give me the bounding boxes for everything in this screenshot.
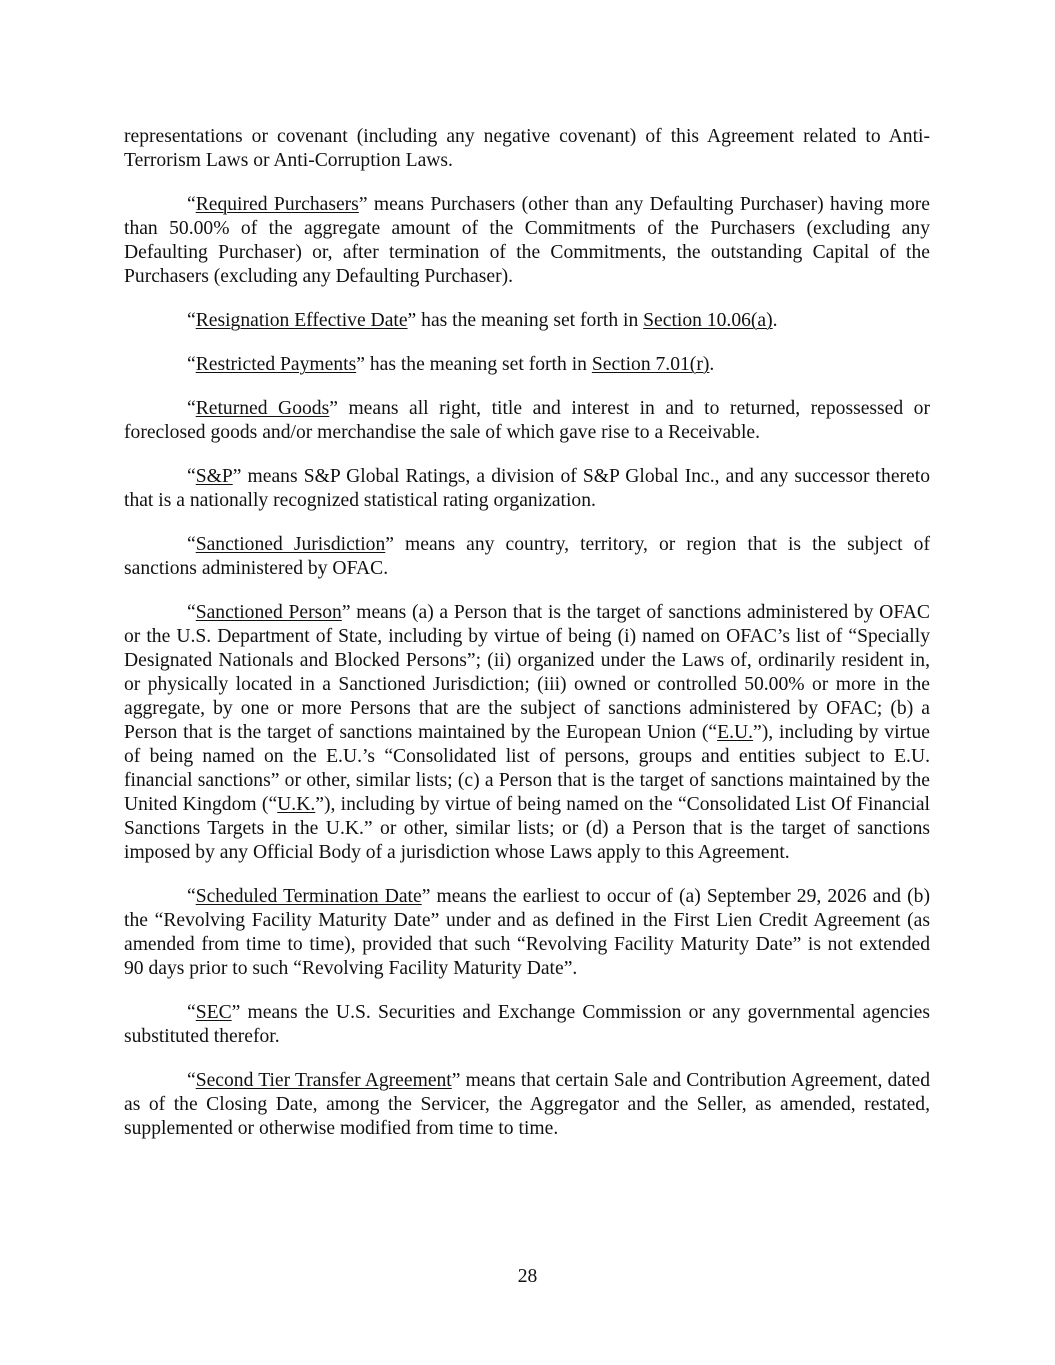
- defined-term-scheduled-termination-date: Scheduled Termination Date: [195, 886, 422, 907]
- defined-term-sanctioned-person: Sanctioned Person: [195, 602, 342, 623]
- defined-term-sanctioned-person: U.K.: [277, 794, 316, 815]
- definition-scheduled-termination-date: [124, 885, 930, 981]
- paragraph-text: “: [187, 354, 196, 375]
- defined-term-restricted-payments: Section 7.01(r): [591, 354, 710, 375]
- paragraph-text: ” means (a) a Person that is the target of sanctions administered by OFAC or the U.S. Department of State, including by virtue of being (i) named on OFAC’s list of “Specially Designated Nationals and Blocked Persons”; (ii) organized under the Laws of, ordinarily resident in, or physically located in a Sanctioned Jurisdiction; (iii) owned or controlled 50.00% or more in the aggregate, by one or more Persons that are the subject of sanctions administered by OFAC; (b) a Person that is the target of sanctions maintained by the European Union (“: [124, 602, 930, 743]
- document-body: [124, 125, 930, 1161]
- paragraph-text: “: [187, 886, 196, 907]
- paragraph-text: ”), including by virtue of being named on the E.U.’s “Consolidated list of persons, groups and entities subject to E.U. financial sanctions” or other, similar lists; (c) a Person that is the target of sanctions maintained by the United Kingdom (“: [124, 722, 930, 815]
- paragraph-text: .: [772, 310, 778, 331]
- paragraph-text: representations or covenant (including any negative covenant) of this Agreement related to Anti-Terrorism Laws or Anti-Corruption Laws.: [124, 126, 930, 171]
- defined-term-sanctioned-person: E.U.: [717, 722, 754, 743]
- continuation-paragraph: [124, 125, 930, 173]
- paragraph-text: ” means all right, title and interest in and to returned, repossessed or foreclosed goods and/or merchandise the sale of which gave rise to a Receivable.: [124, 398, 930, 443]
- paragraph-text: “: [187, 310, 196, 331]
- definition-required-purchasers: [124, 193, 930, 289]
- paragraph-text: “: [187, 194, 196, 215]
- paragraph-text: .: [709, 354, 715, 375]
- paragraph-text: ” means Purchasers (other than any Defaulting Purchaser) having more than 50.00% of the aggregate amount of the Commitments of the Purchasers (excluding any Defaulting Purchaser) or, after termination of the Commitments, the outstanding Capital of the Purchasers (excluding any Defaulting Purchaser).: [124, 194, 930, 287]
- paragraph-text: “: [187, 1070, 196, 1091]
- definition-returned-goods: [124, 397, 930, 445]
- paragraph-text: ” has the meaning set forth in: [407, 310, 644, 331]
- defined-term-sanctioned-jurisdiction: Sanctioned Jurisdiction: [195, 534, 386, 555]
- page-number: 28: [517, 1266, 538, 1287]
- definition-sanctioned-jurisdiction: [124, 533, 930, 581]
- paragraph-text: ” means the U.S. Securities and Exchange Commission or any governmental agencies substituted therefor.: [124, 1002, 930, 1047]
- definition-s-and-p: [124, 465, 930, 513]
- paragraph-text: ” means that certain Sale and Contribution Agreement, dated as of the Closing Date, among the Servicer, the Aggregator and the Seller, as amended, restated, supplemented or otherwise modified from time to time.: [124, 1070, 930, 1139]
- definition-restricted-payments: [124, 353, 930, 377]
- paragraph-text: ” means the earliest to occur of (a) September 29, 2026 and (b) the “Revolving Facility Maturity Date” under and as defined in the First Lien Credit Agreement (as amended from time to time), provided that such “Revolving Facility Maturity Date” is not extended 90 days prior to such “Revolving Facility Maturity Date”.: [124, 886, 930, 979]
- paragraph-text: “: [187, 398, 196, 419]
- defined-term-s-and-p: S&P: [195, 466, 233, 487]
- definition-resignation-effective-date: [124, 309, 930, 333]
- paragraph-text: ” means S&P Global Ratings, a division of S&P Global Inc., and any successor thereto that is a nationally recognized statistical rating organization.: [124, 466, 930, 511]
- paragraph-text: “: [187, 466, 196, 487]
- defined-term-sec: SEC: [195, 1002, 232, 1023]
- definition-sec: [124, 1001, 930, 1049]
- defined-term-resignation-effective-date: Section 10.06(a): [643, 310, 773, 331]
- paragraph-text: ” has the meaning set forth in: [356, 354, 592, 375]
- paragraph-text: ” means any country, territory, or region that is the subject of sanctions administered by OFAC.: [124, 534, 930, 579]
- paragraph-text: “: [187, 602, 196, 623]
- paragraph-text: “: [187, 534, 196, 555]
- defined-term-resignation-effective-date: Resignation Effective Date: [195, 310, 408, 331]
- defined-term-required-purchasers: Required Purchasers: [195, 194, 359, 215]
- paragraph-text: “: [187, 1002, 196, 1023]
- defined-term-second-tier-transfer-agreement: Second Tier Transfer Agreement: [195, 1070, 452, 1091]
- paragraph-text: ”), including by virtue of being named on the “Consolidated List Of Financial Sanctions Targets in the U.K.” or other, similar lists; or (d) a Person that is the target of sanctions imposed by any Official Body of a jurisdiction whose Laws apply to this Agreement.: [124, 794, 930, 863]
- definition-sanctioned-person: [124, 601, 930, 865]
- defined-term-restricted-payments: Restricted Payments: [195, 354, 357, 375]
- definition-second-tier-transfer-agreement: [124, 1069, 930, 1141]
- defined-term-returned-goods: Returned Goods: [195, 398, 330, 419]
